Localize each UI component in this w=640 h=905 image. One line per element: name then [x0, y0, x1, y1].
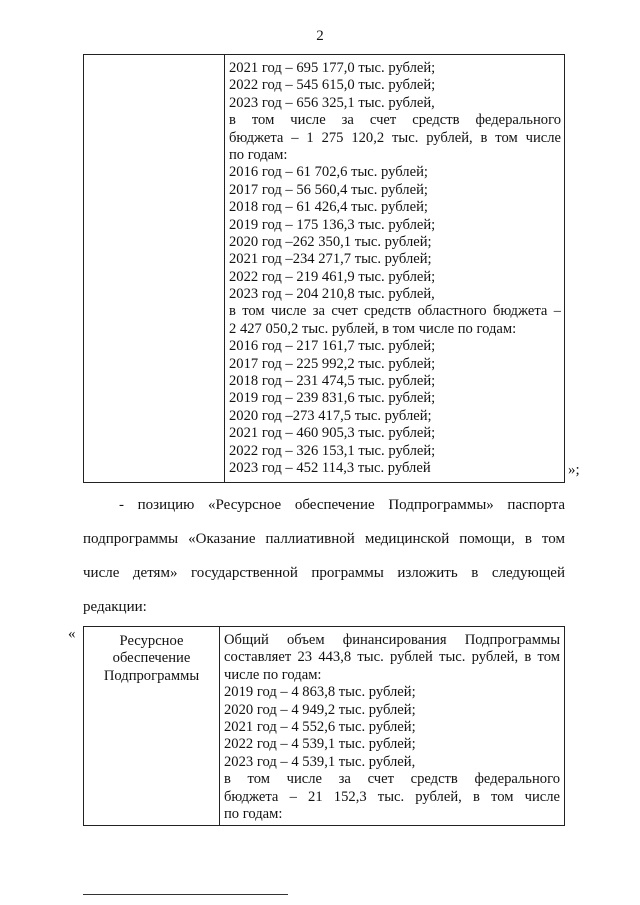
funding-line: 2020 год –273 417,5 тыс. рублей; — [229, 407, 432, 424]
funding-line: по годам: — [229, 146, 288, 163]
funding-line: 2022 год – 545 615,0 тыс. рублей; — [229, 77, 436, 94]
row-label-line: Ресурсное — [119, 633, 184, 649]
funding-details-cell — [224, 632, 560, 823]
funding-line: в том числе за счет средств федерального — [229, 112, 561, 129]
funding-line: 2022 год – 4 539,1 тыс. рублей; — [224, 736, 416, 753]
footnote-separator — [83, 894, 288, 895]
funding-line: 2019 год – 175 136,3 тыс. рублей; — [229, 216, 436, 233]
funding-line: 2023 год – 656 325,1 тыс. рублей, — [229, 94, 435, 111]
funding-line: бюджета – 21 152,3 тыс. рублей, в том числе — [224, 788, 560, 805]
opening-quote: « — [68, 626, 76, 642]
amendment-paragraph — [83, 495, 565, 617]
funding-line: 2018 год – 61 426,4 тыс. рублей; — [229, 199, 428, 216]
funding-line: числе по годам: — [224, 666, 322, 683]
funding-line: 2021 год – 460 905,3 тыс. рублей; — [229, 425, 436, 442]
funding-line: в том числе за счет средств федерального — [224, 771, 560, 788]
paragraph-line: - позицию «Ресурсное обеспечение Подпрограммы» паспорта — [119, 497, 565, 513]
funding-line: 2018 год – 231 474,5 тыс. рублей; — [229, 373, 436, 390]
table-column-divider — [219, 627, 220, 825]
funding-line: 2021 год – 695 177,0 тыс. рублей; — [229, 60, 436, 76]
funding-line: 2022 год – 219 461,9 тыс. рублей; — [229, 268, 436, 285]
funding-line: 2017 год – 56 560,4 тыс. рублей; — [229, 181, 428, 198]
funding-line: 2023 год – 204 210,8 тыс. рублей, — [229, 286, 435, 303]
funding-line: Общий объем финансирования Подпрограммы — [224, 632, 560, 648]
funding-line: 2023 год – 452 114,3 тыс. рублей — [229, 459, 431, 476]
funding-line: 2023 год – 4 539,1 тыс. рублей, — [224, 753, 416, 770]
funding-line: бюджета – 1 275 120,2 тыс. рублей, в том числе — [229, 129, 561, 146]
row-label — [84, 633, 219, 685]
funding-line: 2020 год – 4 949,2 тыс. рублей; — [224, 701, 416, 718]
funding-details-cell — [229, 60, 561, 477]
row-label-line: Подпрограммы — [103, 667, 200, 684]
funding-line: 2022 год – 326 153,1 тыс. рублей; — [229, 442, 436, 459]
paragraph-line: редакции: — [83, 599, 147, 615]
funding-table-continued — [83, 54, 565, 483]
funding-line: 2 427 050,2 тыс. рублей, в том числе по годам: — [229, 320, 517, 337]
funding-line: 2017 год – 225 992,2 тыс. рублей; — [229, 355, 436, 372]
paragraph-line: подпрограммы «Оказание паллиативной медицинской помощи, в том — [83, 531, 565, 547]
funding-line: 2020 год –262 350,1 тыс. рублей; — [229, 233, 432, 250]
funding-line: составляет 23 443,8 тыс. рублей тыс. рублей, в том — [224, 649, 560, 666]
funding-line: 2019 год – 239 831,6 тыс. рублей; — [229, 390, 436, 407]
funding-line: по годам: — [224, 805, 283, 822]
funding-line: в том числе за счет средств областного бюджета – — [229, 303, 561, 320]
table-column-divider — [224, 55, 225, 482]
row-label-line: обеспечение — [112, 650, 191, 667]
funding-line: 2016 год – 61 702,6 тыс. рублей; — [229, 164, 428, 181]
funding-line: 2021 год –234 271,7 тыс. рублей; — [229, 251, 432, 268]
funding-line: 2021 год – 4 552,6 тыс. рублей; — [224, 718, 416, 735]
page-number: 2 — [316, 28, 324, 44]
resource-provision-table — [83, 626, 565, 826]
funding-line: 2016 год – 217 161,7 тыс. рублей; — [229, 338, 436, 355]
closing-quote: »; — [568, 462, 580, 478]
paragraph-line: числе детям» государственной программы изложить в следующей — [83, 565, 565, 581]
funding-line: 2019 год – 4 863,8 тыс. рублей; — [224, 684, 416, 701]
